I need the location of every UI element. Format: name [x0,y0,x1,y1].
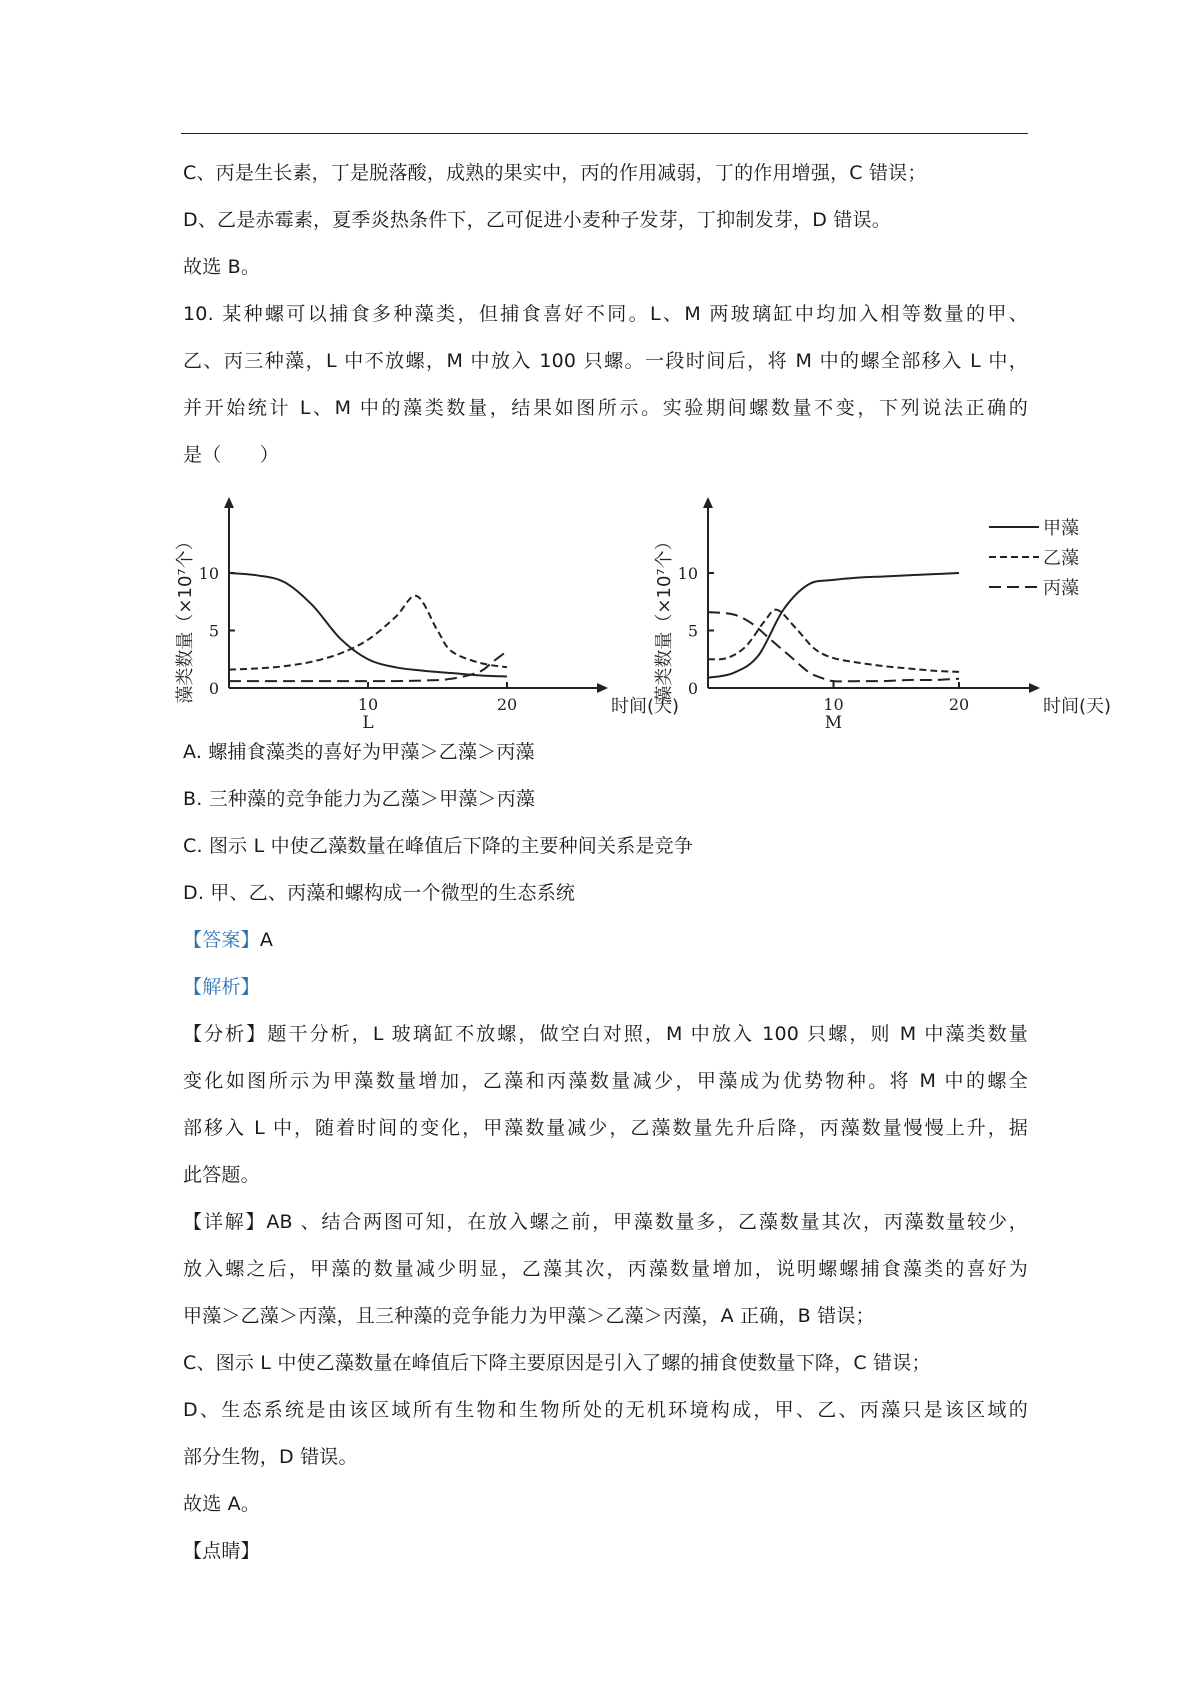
series-line [708,612,959,681]
answer-line [183,917,1028,964]
detail-line: C、图示 L 中使乙藻数量在峰值后下降主要原因是引入了螺的捕食使数量下降，C 错误； [183,1352,931,1374]
chart-caption: M [824,713,843,733]
y-tick-label: 0 [687,679,698,698]
option-c: C. 图示 L 中使乙藻数量在峰值后下降的主要种间关系是竞争 [183,835,694,857]
option-d: D. 甲、乙、丙藻和螺构成一个微型的生态系统 [183,882,576,904]
legend-label: 乙藻 [1043,548,1079,569]
analysis-tag: 【解析】 [183,976,260,998]
x-axis-arrow [1029,683,1040,693]
text-line: 故选 B。 [183,256,261,278]
y-tick-label: 0 [208,679,219,698]
analysis-line: 变化如图所示为甲藻数量增加，乙藻和丙藻数量减少，甲藻成为优势物种。将 M 中的螺全 [183,1070,1028,1092]
analysis-line: 部移入 L 中，随着时间的变化，甲藻数量减少，乙藻数量先升后降，丙藻数量慢慢上升，据 [183,1117,1028,1139]
y-axis-label: 藻类数量（×10⁷个） [654,532,675,704]
question-10-line: 是（ ） [183,444,280,466]
x-axis-arrow [597,683,608,693]
y-tick-label: 5 [687,621,698,641]
y-axis-arrow [703,497,713,508]
detail-line: 甲藻＞乙藻＞丙藻，且三种藻的竞争能力为甲藻＞乙藻＞丙藻，A 正确，B 错误； [183,1305,875,1327]
answer-value: A [259,929,274,951]
conclusion-line: 故选 A。 [183,1493,261,1515]
detail-line: D、生态系统是由该区域所有生物和生物所处的无机环境构成，甲、乙、丙藻只是该区域的 [183,1399,1028,1421]
option-a: A. 螺捕食藻类的喜好为甲藻＞乙藻＞丙藻 [183,741,535,763]
series-line [708,573,959,678]
x-tick-label: 10 [357,695,379,714]
y-tick-label: 10 [198,564,219,583]
detail-line: 放入螺之后，甲藻的数量减少明显，乙藻其次，丙藻数量增加，说明螺螺捕食藻类的喜好为 [183,1258,1028,1280]
answer-tag: 【答案】 [183,929,260,951]
y-axis-label: 藻类数量（×10⁷个） [175,532,196,704]
legend-label: 丙藻 [1043,578,1079,599]
header-rule [181,133,1028,134]
analysis-line: 【分析】题干分析，L 玻璃缸不放螺，做空白对照，M 中放入 100 只螺，则 M 中藻类数量 [183,1023,1028,1045]
question-10-line: 10. 某种螺可以捕食多种藻类，但捕食喜好不同。L、M 两玻璃缸中均加入相等数量的甲、 [183,303,1028,325]
y-tick-label: 5 [208,621,219,641]
chart-caption: L [362,713,374,733]
option-b: B. 三种藻的竞争能力为乙藻＞甲藻＞丙藻 [183,788,536,810]
series-line [229,573,507,677]
question-10-line: 并开始统计 L、M 中的藻类数量，结果如图所示。实验期间螺数量不变，下列说法正确的 [183,397,1028,419]
text-line: C、丙是生长素，丁是脱落酸，成熟的果实中，丙的作用减弱，丁的作用增强，C 错误； [183,162,927,184]
x-tick-label: 20 [496,695,518,714]
analysis-line: 此答题。 [183,1164,260,1186]
detail-line: 【详解】AB 、结合两图可知，在放入螺之前，甲藻数量多，乙藻数量其次，丙藻数量较少， [183,1211,1028,1233]
x-axis-label: 时间(天) [1043,696,1112,717]
document-page [175,150,1112,1575]
x-tick-label: 20 [948,695,970,714]
text-line: D、乙是赤霉素，夏季炎热条件下，乙可促进小麦种子发芽，丁抑制发芽，D 错误。 [183,209,891,231]
y-axis-arrow [224,497,234,508]
legend-label: 甲藻 [1043,518,1079,539]
x-tick-label: 10 [823,695,844,714]
dianjing-tag: 【点睛】 [183,1540,260,1562]
y-tick-label: 10 [677,564,698,583]
detail-line: 部分生物，D 错误。 [183,1446,358,1468]
figures [175,481,1112,733]
question-10-line: 乙、丙三种藻，L 中不放螺，M 中放入 100 只螺。一段时间后，将 M 中的螺全部移入 L 中， [183,350,1028,372]
chart-L [175,481,680,733]
series-line [229,651,507,681]
x-axis-label: 时间(天) [611,696,680,717]
chart-M [654,481,1181,733]
